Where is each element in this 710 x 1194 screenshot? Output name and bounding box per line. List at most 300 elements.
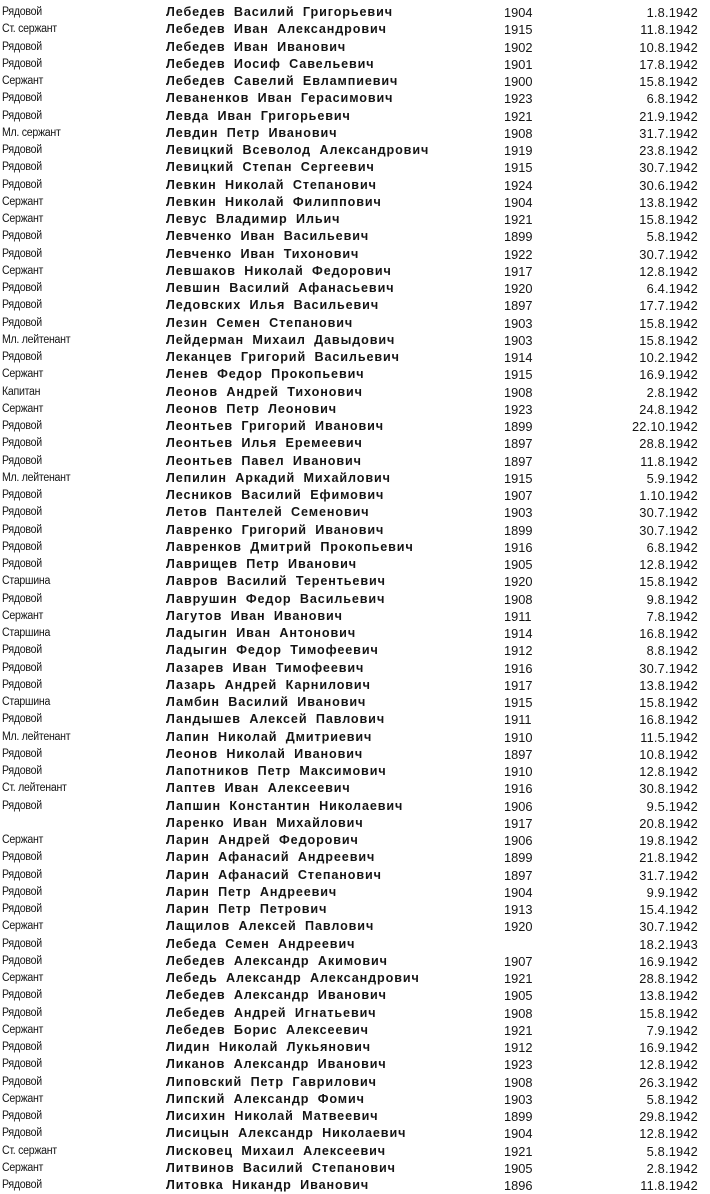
name-cell: Лебедев Александр Акимович [166,953,388,968]
rank-cell: Рядовой [2,6,42,18]
list-row [0,1143,710,1160]
rank-cell: Рядовой [2,437,42,450]
rank-cell: Рядовой [2,454,42,467]
list-row [0,228,710,245]
date-cell: 15.8.1942 [639,695,698,710]
name-cell: Лаптев Иван Алексеевич [166,781,351,796]
name-cell: Лавров Василий Терентьевич [166,574,386,589]
date-cell: 5.8.1942 [646,1143,698,1159]
birth-year-cell: 1919 [504,143,533,158]
birth-year-cell: 1916 [504,539,533,555]
list-row [0,159,710,176]
rank-cell: Сержант [2,1092,44,1105]
date-cell: 21.8.1942 [639,850,698,866]
date-cell: 12.8.1942 [639,764,698,779]
date-cell: 16.9.1942 [639,953,698,969]
name-cell: Лавренко Григорий Иванович [166,522,385,537]
date-cell: 10.2.1942 [639,350,698,365]
list-row [0,918,710,935]
name-cell: Лагутов Иван Иванович [166,608,343,623]
birth-year-cell: 1905 [504,1160,533,1176]
list-row [0,401,710,418]
birth-year-cell: 1896 [504,1178,533,1193]
rank-cell: Рядовой [2,989,42,1002]
list-row [0,21,710,38]
date-cell: 12.8.1942 [639,263,698,279]
birth-year-cell: 1920 [504,919,533,935]
name-cell: Литовка Никандр Иванович [166,1178,370,1192]
birth-year-cell: 1897 [504,453,533,469]
birth-year-cell: 1917 [504,815,533,831]
date-cell: 13.8.1942 [639,677,698,693]
birth-year-cell: 1906 [504,798,533,814]
list-row [0,1108,710,1125]
date-cell: 12.8.1942 [639,1126,698,1142]
list-row [0,142,710,159]
rank-cell: Рядовой [2,885,42,898]
date-cell: 15.8.1942 [639,315,698,331]
rank-cell: Рядовой [2,1127,42,1140]
name-cell: Ламбин Василий Иванович [166,695,367,709]
birth-year-cell: 1910 [504,764,533,779]
list-row [0,470,710,487]
name-cell: Липский Александр Фомич [166,1091,365,1106]
name-cell: Ларин Афанасий Степанович [166,867,382,882]
list-row [0,832,710,849]
list-row [0,1022,710,1039]
list-row [0,953,710,970]
list-row [0,4,710,21]
rank-cell: Рядовой [2,1058,42,1071]
birth-year-cell: 1911 [504,712,532,728]
birth-year-cell: 1916 [504,660,533,676]
name-cell: Ликанов Александр Иванович [166,1057,387,1072]
birth-year-cell: 1912 [504,1040,533,1055]
list-row [0,1005,710,1022]
birth-year-cell: 1905 [504,988,533,1004]
date-cell: 20.8.1942 [639,815,698,831]
name-cell: Лебедь Александр Александрович [166,971,420,985]
birth-year-cell: 1902 [504,39,533,55]
name-cell: Лейдерман Михаил Давыдович [166,332,396,347]
date-cell: 1.10.1942 [639,488,698,503]
birth-year-cell: 1921 [504,971,533,986]
name-cell: Левченко Иван Васильевич [166,229,370,244]
date-cell: 6.8.1942 [646,91,698,107]
birth-year-cell: 1913 [504,902,533,917]
date-cell: 1.8.1942 [646,5,698,20]
date-cell: 15.8.1942 [639,574,698,590]
date-cell: 15.4.1942 [639,902,698,917]
name-cell: Лепилин Аркадий Михайлович [166,470,391,485]
name-cell: Леканцев Григорий Васильевич [166,350,400,364]
birth-year-cell: 1899 [504,522,533,538]
name-cell: Лазарь Андрей Карнилович [166,677,371,692]
name-cell: Левченко Иван Тихонович [166,246,360,261]
birth-year-cell: 1923 [504,91,533,107]
casualty-list-page [0,4,710,1194]
name-cell: Лаврищев Петр Иванович [166,557,357,571]
list-row [0,297,710,314]
date-cell: 30.7.1942 [639,919,698,935]
list-row [0,39,710,56]
date-cell: 9.5.1942 [646,798,698,814]
name-cell: Лезин Семен Степанович [166,315,354,330]
rank-cell: Рядовой [2,523,42,536]
list-row [0,366,710,383]
rank-cell: Ст. сержант [2,1144,57,1157]
date-cell: 10.8.1942 [639,39,698,55]
rank-cell: Ст. лейтенант [2,782,67,795]
date-cell: 12.8.1942 [639,1057,698,1073]
birth-year-cell: 1915 [504,470,533,486]
rank-cell: Рядовой [2,161,42,174]
list-row [0,211,710,228]
birth-year-cell: 1908 [504,384,533,400]
birth-year-cell: 1905 [504,557,533,572]
list-row [0,522,710,539]
date-cell: 24.8.1942 [639,401,698,417]
rank-cell: Сержант [2,1023,44,1036]
birth-year-cell: 1899 [504,229,533,245]
name-cell: Левда Иван Григорьевич [166,108,351,123]
list-row [0,780,710,797]
rank-cell: Рядовой [2,144,42,156]
date-cell: 11.8.1942 [640,22,698,38]
date-cell: 15.8.1942 [639,1005,698,1021]
birth-year-cell: 1897 [504,298,533,314]
birth-year-cell: 1920 [504,281,533,296]
rank-cell: Сержант [2,972,44,984]
birth-year-cell: 1921 [504,108,533,124]
list-row [0,384,710,401]
birth-year-cell: 1917 [504,677,533,693]
name-cell: Лебедев Александр Иванович [166,988,387,1003]
rank-cell: Рядовой [2,178,42,191]
birth-year-cell: 1915 [504,367,533,383]
name-cell: Левдин Петр Иванович [166,125,338,140]
rank-cell: Рядовой [2,40,42,53]
birth-year-cell: 1908 [504,591,533,607]
rank-cell: Рядовой [2,592,42,605]
date-cell: 16.9.1942 [639,367,698,383]
birth-year-cell: 1897 [504,867,533,883]
list-row [0,539,710,556]
name-cell: Левицкий Степан Сергеевич [166,160,375,175]
list-row [0,1091,710,1108]
list-row [0,849,710,866]
birth-year-cell: 1901 [504,56,533,72]
list-row [0,263,710,280]
birth-year-cell: 1920 [504,574,533,590]
list-row [0,332,710,349]
rank-cell: Рядовой [2,247,42,260]
name-cell: Лебедев Василий Григорьевич [166,5,393,19]
name-cell: Лебедев Иван Иванович [166,39,347,54]
rank-cell: Рядовой [2,420,42,432]
date-cell: 30.6.1942 [639,177,698,193]
list-row [0,901,710,918]
birth-year-cell: 1921 [504,1143,533,1159]
date-cell: 30.7.1942 [639,660,698,676]
rank-cell: Рядовой [2,351,42,363]
name-cell: Лапин Николай Дмитриевич [166,729,373,744]
date-cell: 30.7.1942 [639,522,698,538]
rank-cell: Рядовой [2,868,42,881]
name-cell: Лебедев Иосиф Савельевич [166,56,375,71]
rank-cell: Рядовой [2,799,42,812]
date-cell: 15.8.1942 [639,212,698,227]
list-row [0,1125,710,1142]
date-cell: 6.8.1942 [646,539,698,555]
rank-cell: Рядовой [2,1041,42,1053]
date-cell: 11.8.1942 [640,1178,698,1193]
date-cell: 31.7.1942 [639,125,698,141]
list-row [0,711,710,728]
list-row [0,729,710,746]
list-row [0,1177,710,1194]
list-row [0,453,710,470]
list-row [0,1160,710,1177]
rank-cell: Рядовой [2,57,42,70]
date-cell: 2.8.1942 [646,1160,698,1176]
birth-year-cell: 1907 [504,488,533,503]
name-cell: Леонов Петр Леонович [166,401,337,416]
date-cell: 31.7.1942 [639,867,698,883]
list-row [0,194,710,211]
name-cell: Липовский Петр Гаврилович [166,1074,377,1089]
date-cell: 17.8.1942 [639,56,698,72]
rank-cell: Рядовой [2,644,42,657]
rank-cell: Сержант [2,368,44,381]
birth-year-cell: 1903 [504,315,533,331]
rank-cell: Капитан [2,385,41,398]
date-cell: 21.9.1942 [639,108,698,124]
birth-year-cell: 1904 [504,884,533,900]
rank-cell: Сержант [2,264,44,277]
birth-year-cell: 1910 [504,729,533,745]
name-cell: Лебедев Иван Александрович [166,22,387,37]
birth-year-cell: 1903 [504,505,533,521]
rank-cell: Рядовой [2,954,42,967]
date-cell: 10.8.1942 [639,746,698,762]
list-row [0,642,710,659]
rank-cell: Рядовой [2,230,42,243]
list-row [0,125,710,142]
birth-year-cell: 1921 [504,212,533,227]
rank-cell: Рядовой [2,747,42,760]
list-row [0,73,710,90]
list-row [0,608,710,625]
rank-cell: Рядовой [2,937,42,950]
date-cell: 28.8.1942 [639,971,698,986]
list-row [0,1074,710,1091]
date-cell: 17.7.1942 [639,298,698,314]
name-cell: Леонтьев Павел Иванович [166,453,362,468]
birth-year-cell: 1916 [504,781,533,797]
date-cell: 30.8.1942 [639,781,698,797]
name-cell: Ладыгин Федор Тимофеевич [166,643,379,658]
list-row [0,315,710,332]
rank-cell: Рядовой [2,540,42,553]
name-cell: Леонов Андрей Тихонович [166,384,363,399]
birth-year-cell: 1903 [504,332,533,348]
rank-cell: Рядовой [2,299,42,312]
date-cell: 15.8.1942 [639,74,698,89]
date-cell: 28.8.1942 [639,436,698,452]
rank-cell: Рядовой [2,316,42,329]
list-row [0,418,710,435]
birth-year-cell: 1906 [504,833,533,848]
name-cell: Ладыгин Иван Антонович [166,626,357,640]
rank-cell: Старшина [2,696,51,708]
rank-cell: Рядовой [2,713,42,726]
list-row [0,349,710,366]
name-cell: Ларенко Иван Михайлович [166,815,364,830]
list-row [0,90,710,107]
list-row [0,694,710,711]
date-cell: 12.8.1942 [639,557,698,572]
list-row [0,280,710,297]
rank-cell: Рядовой [2,1075,42,1088]
list-row [0,487,710,504]
birth-year-cell: 1899 [504,419,533,434]
date-cell: 30.7.1942 [639,505,698,521]
name-cell: Лебедев Савелий Евлампиевич [166,74,399,88]
date-cell: 16.8.1942 [639,712,698,728]
list-row [0,660,710,677]
birth-year-cell: 1914 [504,626,533,641]
birth-year-cell: 1924 [504,177,533,193]
date-cell: 9.8.1942 [646,591,698,607]
rank-cell: Мл. лейтенант [2,471,71,484]
name-cell: Летов Пантелей Семенович [166,505,370,520]
list-row [0,177,710,194]
list-row [0,746,710,763]
date-cell: 11.5.1942 [640,729,698,745]
rank-cell: Рядовой [2,765,42,777]
name-cell: Лащилов Алексей Павлович [166,919,375,934]
name-cell: Ларин Андрей Федорович [166,833,359,847]
list-row [0,763,710,780]
name-cell: Лебедев Борис Алексеевич [166,1022,369,1037]
list-row [0,798,710,815]
date-cell: 7.8.1942 [646,608,698,624]
name-cell: Ларин Петр Петрович [166,902,328,916]
rank-cell: Рядовой [2,92,42,105]
list-row [0,1056,710,1073]
birth-year-cell: 1900 [504,74,533,89]
name-cell: Лаврушин Федор Васильевич [166,591,386,606]
list-row [0,504,710,521]
name-cell: Леонов Николай Иванович [166,746,364,761]
date-cell: 11.8.1942 [640,453,698,469]
date-cell: 9.9.1942 [646,884,698,900]
rank-cell: Старшина [2,575,51,588]
rank-cell: Сержант [2,1161,44,1174]
list-row [0,591,710,608]
date-cell: 6.4.1942 [646,281,698,296]
birth-year-cell: 1897 [504,746,533,762]
name-cell: Лебедев Андрей Игнатьевич [166,1005,377,1020]
date-cell: 23.8.1942 [639,143,698,158]
list-row [0,625,710,642]
rank-cell: Рядовой [2,282,42,294]
name-cell: Ларин Петр Андреевич [166,884,338,899]
name-cell: Лисицын Александр Николаевич [166,1126,407,1141]
list-row [0,246,710,263]
list-row [0,884,710,901]
rank-cell: Рядовой [2,678,42,691]
date-cell: 8.8.1942 [646,643,698,659]
birth-year-cell: 1922 [504,246,533,262]
list-row [0,815,710,832]
date-cell: 5.8.1942 [646,1091,698,1107]
name-cell: Левицкий Всеволод Александрович [166,143,430,157]
rank-cell: Сержант [2,195,44,208]
name-cell: Ленев Федор Прокопьевич [166,367,365,382]
date-cell: 16.8.1942 [639,626,698,641]
date-cell: 13.8.1942 [639,988,698,1004]
birth-year-cell: 1904 [504,1126,533,1142]
rank-cell: Рядовой [2,109,42,122]
rank-cell: Рядовой [2,661,42,674]
rank-cell: Мл. сержант [2,126,61,139]
birth-year-cell: 1915 [504,22,533,38]
rank-cell: Сержант [2,213,44,225]
birth-year-cell: 1904 [504,194,533,210]
rank-cell: Мл. лейтенант [2,730,71,743]
list-row [0,56,710,73]
birth-year-cell: 1915 [504,695,533,710]
list-row [0,573,710,590]
name-cell: Ларин Афанасий Андреевич [166,850,376,865]
rank-cell: Старшина [2,627,51,639]
rank-cell: Рядовой [2,558,42,570]
birth-year-cell: 1915 [504,160,533,176]
birth-year-cell: 1917 [504,263,533,279]
birth-year-cell: 1908 [504,1074,533,1090]
name-cell: Лисихин Николай Матвеевич [166,1109,379,1123]
date-cell: 22.10.1942 [631,419,698,434]
name-cell: Лапотников Петр Максимович [166,764,387,778]
birth-year-cell: 1899 [504,1109,533,1124]
rank-cell: Сержант [2,834,44,846]
name-cell: Ледовских Илья Васильевич [166,298,380,313]
name-cell: Левкин Николай Филиппович [166,194,382,209]
rank-cell: Рядовой [2,1006,42,1019]
date-cell: 30.7.1942 [639,246,698,262]
date-cell: 30.7.1942 [639,160,698,176]
birth-year-cell: 1912 [504,643,533,659]
name-cell: Лапшин Константин Николаевич [166,798,404,813]
rank-cell: Рядовой [2,506,42,519]
list-row [0,987,710,1004]
date-cell: 5.8.1942 [646,229,698,245]
date-cell: 26.3.1942 [639,1074,698,1090]
name-cell: Леонтьев Илья Еремеевич [166,436,363,451]
birth-year-cell: 1907 [504,953,533,969]
birth-year-cell: 1897 [504,436,533,452]
name-cell: Лазарев Иван Тимофеевич [166,660,365,675]
name-cell: Левус Владимир Ильич [166,212,341,226]
name-cell: Лесников Василий Ефимович [166,488,385,502]
name-cell: Лебеда Семен Андреевич [166,936,356,951]
birth-year-cell: 1923 [504,1057,533,1073]
rank-cell: Рядовой [2,903,42,915]
birth-year-cell: 1921 [504,1022,533,1038]
birth-year-cell: 1911 [504,608,532,624]
